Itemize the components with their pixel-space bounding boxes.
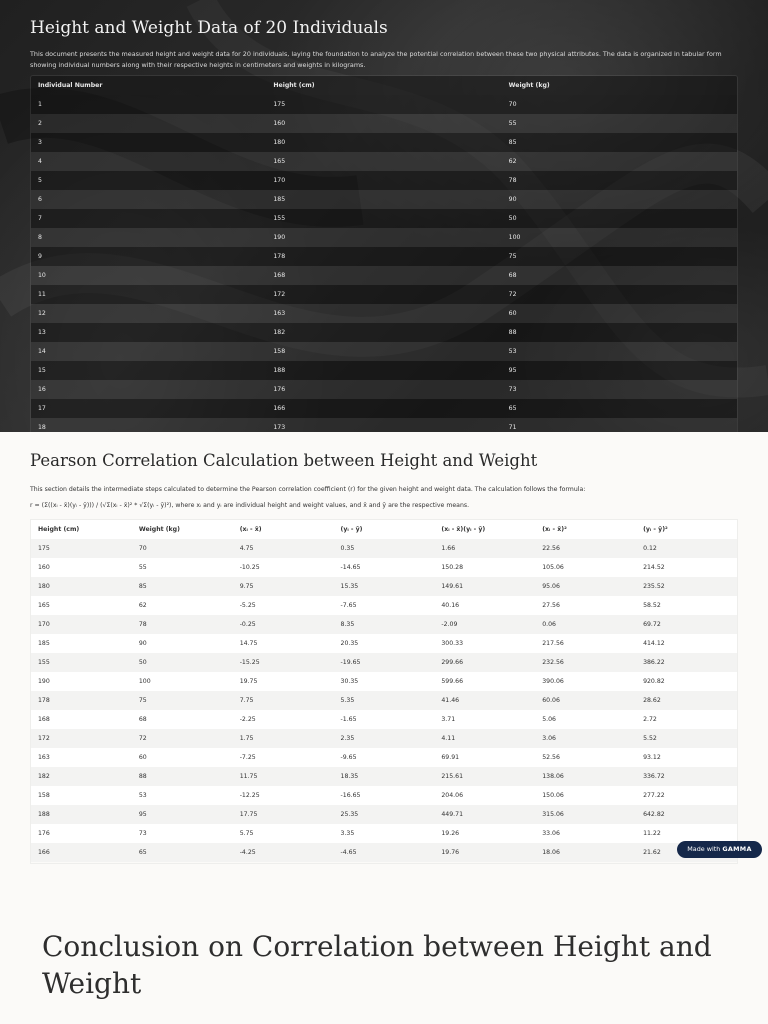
badge-prefix: Made with <box>687 845 721 853</box>
table-row <box>31 596 737 615</box>
intro-description: This document presents the measured height and weight data for 20 individuals, laying the foundation to analyze the potential correlation between these two physical attributes. The data is organized in tabular form showing individual numbers along with their respective heights in centimeters and weights in kilograms. <box>30 50 722 69</box>
table-cell: 68 <box>132 710 233 729</box>
table-cell: 172 <box>31 729 132 748</box>
table-cell: 18 <box>31 418 266 432</box>
table-cell: 180 <box>31 577 132 596</box>
table-row <box>31 361 737 380</box>
table-cell: 149.61 <box>434 577 535 596</box>
table-cell: 163 <box>31 748 132 767</box>
table-cell: -15.25 <box>233 653 334 672</box>
table-row <box>31 691 737 710</box>
table-cell: 190 <box>266 228 501 247</box>
table-cell: 165 <box>31 596 132 615</box>
table-row <box>31 133 737 152</box>
table-cell: 173 <box>266 418 501 432</box>
column-header: (xᵢ - x̄)² <box>535 520 636 539</box>
table-cell: 18.35 <box>334 767 435 786</box>
column-header: Individual Number <box>31 76 266 95</box>
table-cell: -1.65 <box>334 710 435 729</box>
table-cell: 178 <box>266 247 501 266</box>
table-cell: 88 <box>502 323 737 342</box>
table-cell: 158 <box>266 342 501 361</box>
table-cell: 176 <box>266 380 501 399</box>
table-cell: 1.66 <box>434 539 535 558</box>
table-row <box>31 114 737 133</box>
made-with-gamma-badge[interactable] <box>677 841 762 858</box>
table-cell: 920.82 <box>636 672 737 691</box>
table-cell: 90 <box>132 634 233 653</box>
table-row <box>31 399 737 418</box>
table-cell: 190 <box>31 672 132 691</box>
table-row <box>31 304 737 323</box>
table-cell: 19.26 <box>434 824 535 843</box>
table-cell: -2.09 <box>434 615 535 634</box>
table-cell: 0.06 <box>535 615 636 634</box>
table-cell: -16.65 <box>334 786 435 805</box>
table-cell: 15.35 <box>334 577 435 596</box>
table-row <box>31 843 737 862</box>
table-cell: 93.12 <box>636 748 737 767</box>
table-cell: 1 <box>31 95 266 114</box>
table-cell: 50 <box>132 653 233 672</box>
table-cell: 62 <box>132 596 233 615</box>
table-cell: 138.06 <box>535 767 636 786</box>
table-row <box>31 247 737 266</box>
table-cell: 185 <box>31 634 132 653</box>
table-cell: 7 <box>31 209 266 228</box>
table-row <box>31 672 737 691</box>
table-cell: 13 <box>31 323 266 342</box>
table-cell: 2.35 <box>334 729 435 748</box>
table-cell: 73 <box>132 824 233 843</box>
table-cell: 53 <box>502 342 737 361</box>
table-cell: 12 <box>31 304 266 323</box>
column-header: (xᵢ - x̄) <box>233 520 334 539</box>
table-cell: 5 <box>31 171 266 190</box>
table-cell: 62 <box>502 152 737 171</box>
table-cell: 72 <box>132 729 233 748</box>
table-cell: 25.35 <box>334 805 435 824</box>
table-cell: 68 <box>502 266 737 285</box>
table-cell: 78 <box>132 615 233 634</box>
table-cell: 2 <box>31 114 266 133</box>
table-cell: 1.75 <box>233 729 334 748</box>
table-cell: -4.65 <box>334 843 435 862</box>
table-header-row <box>31 76 737 95</box>
table-cell: 449.71 <box>434 805 535 824</box>
table-cell: -10.25 <box>233 558 334 577</box>
table-cell: 85 <box>132 577 233 596</box>
table-row <box>31 767 737 786</box>
table-cell: 73 <box>502 380 737 399</box>
table-cell: 642.82 <box>636 805 737 824</box>
table-cell: 78 <box>502 171 737 190</box>
page-title: Height and Weight Data of 20 Individuals <box>30 18 388 38</box>
slide-conclusion <box>0 864 768 1024</box>
table-cell: 155 <box>31 653 132 672</box>
table-row <box>31 577 737 596</box>
table-cell: 71 <box>502 418 737 432</box>
table-cell: 390.06 <box>535 672 636 691</box>
table-cell: 100 <box>132 672 233 691</box>
table-cell: 30.35 <box>334 672 435 691</box>
table-row <box>31 805 737 824</box>
column-header: Height (cm) <box>266 76 501 95</box>
table-row <box>31 634 737 653</box>
table-cell: 28.62 <box>636 691 737 710</box>
table-cell: -9.65 <box>334 748 435 767</box>
table-cell: 60.06 <box>535 691 636 710</box>
slide-pearson-calculation <box>0 432 768 864</box>
table-cell: 7.75 <box>233 691 334 710</box>
table-header-row <box>31 520 737 539</box>
table-cell: 52.56 <box>535 748 636 767</box>
table-cell: 185 <box>266 190 501 209</box>
table-cell: 8 <box>31 228 266 247</box>
table-cell: 41.46 <box>434 691 535 710</box>
table-cell: 19.75 <box>233 672 334 691</box>
table-row <box>31 729 737 748</box>
gamma-logo-text: GAMMA <box>722 845 752 853</box>
table-cell: 168 <box>31 710 132 729</box>
table-cell: 40.16 <box>434 596 535 615</box>
table-cell: 20.35 <box>334 634 435 653</box>
table-cell: 414.12 <box>636 634 737 653</box>
table-cell: 155 <box>266 209 501 228</box>
column-header: Weight (kg) <box>132 520 233 539</box>
table-cell: 6 <box>31 190 266 209</box>
table-cell: 299.66 <box>434 653 535 672</box>
table-cell: 95 <box>132 805 233 824</box>
table-cell: 14.75 <box>233 634 334 653</box>
table-cell: 188 <box>266 361 501 380</box>
table-row <box>31 824 737 843</box>
table-cell: 19.76 <box>434 843 535 862</box>
table-cell: 4 <box>31 152 266 171</box>
table-cell: 55 <box>502 114 737 133</box>
table-row <box>31 539 737 558</box>
table-cell: 11.75 <box>233 767 334 786</box>
table-cell: 60 <box>132 748 233 767</box>
table-cell: -5.25 <box>233 596 334 615</box>
table-cell: 72 <box>502 285 737 304</box>
table-cell: 60 <box>502 304 737 323</box>
table-cell: 85 <box>502 133 737 152</box>
table-cell: 277.22 <box>636 786 737 805</box>
table-cell: 65 <box>132 843 233 862</box>
table-cell: 65 <box>502 399 737 418</box>
table-cell: 9 <box>31 247 266 266</box>
table-cell: 2.72 <box>636 710 737 729</box>
table-cell: -7.25 <box>233 748 334 767</box>
table-cell: 69.72 <box>636 615 737 634</box>
table-cell: -12.25 <box>233 786 334 805</box>
table-cell: 5.06 <box>535 710 636 729</box>
table-cell: 204.06 <box>434 786 535 805</box>
table-cell: 3.71 <box>434 710 535 729</box>
table-cell: 3.35 <box>334 824 435 843</box>
calculation-description: This section details the intermediate steps calculated to determine the Pearson correlation coefficient (r) for the given height and weight data. The calculation follows the formula: <box>30 486 586 493</box>
table-row <box>31 653 737 672</box>
table-cell: 8.35 <box>334 615 435 634</box>
table-cell: 172 <box>266 285 501 304</box>
table-row <box>31 342 737 361</box>
table-cell: 5.75 <box>233 824 334 843</box>
table-cell: 176 <box>31 824 132 843</box>
table-cell: 4.11 <box>434 729 535 748</box>
table-cell: 9.75 <box>233 577 334 596</box>
table-cell: 150.06 <box>535 786 636 805</box>
table-cell: -0.25 <box>233 615 334 634</box>
table-cell: 22.56 <box>535 539 636 558</box>
table-cell: -2.25 <box>233 710 334 729</box>
table-row <box>31 710 737 729</box>
table-row <box>31 266 737 285</box>
pearson-calculation-table <box>30 519 738 864</box>
table-cell: 599.66 <box>434 672 535 691</box>
table-row <box>31 380 737 399</box>
table-cell: 3 <box>31 133 266 152</box>
table-cell: 17.75 <box>233 805 334 824</box>
table-cell: 178 <box>31 691 132 710</box>
table-cell: 3.06 <box>535 729 636 748</box>
column-header: Weight (kg) <box>502 76 737 95</box>
table-cell: 0.12 <box>636 539 737 558</box>
table-cell: 300.33 <box>434 634 535 653</box>
table-cell: 27.56 <box>535 596 636 615</box>
table-row <box>31 558 737 577</box>
table-row <box>31 786 737 805</box>
table-cell: 188 <box>31 805 132 824</box>
table-row <box>31 152 737 171</box>
table-row <box>31 285 737 304</box>
table-cell: 168 <box>266 266 501 285</box>
table-cell: -4.25 <box>233 843 334 862</box>
table-cell: 5.35 <box>334 691 435 710</box>
table-cell: 170 <box>31 615 132 634</box>
table-cell: 158 <box>31 786 132 805</box>
table-cell: 18.06 <box>535 843 636 862</box>
conclusion-title: Conclusion on Correlation between Height and Weight <box>42 930 712 1000</box>
pearson-formula: r = (Σ((xᵢ - x̄)(yᵢ - ȳ))) / (√Σ(xᵢ - x̄)² * √Σ(yᵢ - ȳ)²), where xᵢ and yᵢ are individual height and weight values, and x̄ and ȳ are the respective means. <box>30 502 470 509</box>
table-cell: 182 <box>266 323 501 342</box>
table-cell: 160 <box>31 558 132 577</box>
table-cell: 11 <box>31 285 266 304</box>
table-cell: 315.06 <box>535 805 636 824</box>
table-cell: 235.52 <box>636 577 737 596</box>
table-row <box>31 209 737 228</box>
table-cell: 50 <box>502 209 737 228</box>
table-row <box>31 323 737 342</box>
table-row <box>31 418 737 432</box>
table-cell: 95 <box>502 361 737 380</box>
table-cell: 175 <box>266 95 501 114</box>
table-cell: 75 <box>502 247 737 266</box>
table-cell: 70 <box>502 95 737 114</box>
slide-height-weight-data <box>0 0 768 432</box>
table-cell: 163 <box>266 304 501 323</box>
table-cell: 0.35 <box>334 539 435 558</box>
table-cell: 166 <box>266 399 501 418</box>
table-row <box>31 95 737 114</box>
table-cell: 75 <box>132 691 233 710</box>
table-cell: 69.91 <box>434 748 535 767</box>
table-row <box>31 748 737 767</box>
table-cell: 5.52 <box>636 729 737 748</box>
table-cell: 232.56 <box>535 653 636 672</box>
table-cell: 386.22 <box>636 653 737 672</box>
table-cell: 165 <box>266 152 501 171</box>
column-header: (yᵢ - ȳ)² <box>636 520 737 539</box>
table-cell: 88 <box>132 767 233 786</box>
table-cell: 11.22 <box>636 824 737 843</box>
table-cell: 175 <box>31 539 132 558</box>
column-header: (yᵢ - ȳ) <box>334 520 435 539</box>
table-cell: 105.06 <box>535 558 636 577</box>
table-cell: -19.65 <box>334 653 435 672</box>
table-row <box>31 190 737 209</box>
table-cell: 53 <box>132 786 233 805</box>
table-cell: 95.06 <box>535 577 636 596</box>
table-cell: 33.06 <box>535 824 636 843</box>
table-cell: 217.56 <box>535 634 636 653</box>
table-cell: 10 <box>31 266 266 285</box>
column-header: (xᵢ - x̄)(yᵢ - ȳ) <box>434 520 535 539</box>
table-row <box>31 615 737 634</box>
table-cell: 215.61 <box>434 767 535 786</box>
table-cell: 182 <box>31 767 132 786</box>
table-cell: 16 <box>31 380 266 399</box>
table-cell: 180 <box>266 133 501 152</box>
table-cell: 21.62 <box>636 843 737 862</box>
table-row <box>31 171 737 190</box>
table-cell: 166 <box>31 843 132 862</box>
table-cell: 100 <box>502 228 737 247</box>
table-cell: -14.65 <box>334 558 435 577</box>
table-cell: 160 <box>266 114 501 133</box>
height-weight-table <box>30 75 738 432</box>
section-title: Pearson Correlation Calculation between Height and Weight <box>30 451 538 470</box>
table-cell: 170 <box>266 171 501 190</box>
table-cell: 4.75 <box>233 539 334 558</box>
column-header: Height (cm) <box>31 520 132 539</box>
table-cell: 55 <box>132 558 233 577</box>
table-cell: 214.52 <box>636 558 737 577</box>
table-cell: 90 <box>502 190 737 209</box>
table-cell: 14 <box>31 342 266 361</box>
table-cell: 58.52 <box>636 596 737 615</box>
table-cell: 15 <box>31 361 266 380</box>
table-cell: 150.28 <box>434 558 535 577</box>
table-cell: 336.72 <box>636 767 737 786</box>
table-cell: 17 <box>31 399 266 418</box>
table-cell: -7.65 <box>334 596 435 615</box>
table-cell: 70 <box>132 539 233 558</box>
table-row <box>31 228 737 247</box>
